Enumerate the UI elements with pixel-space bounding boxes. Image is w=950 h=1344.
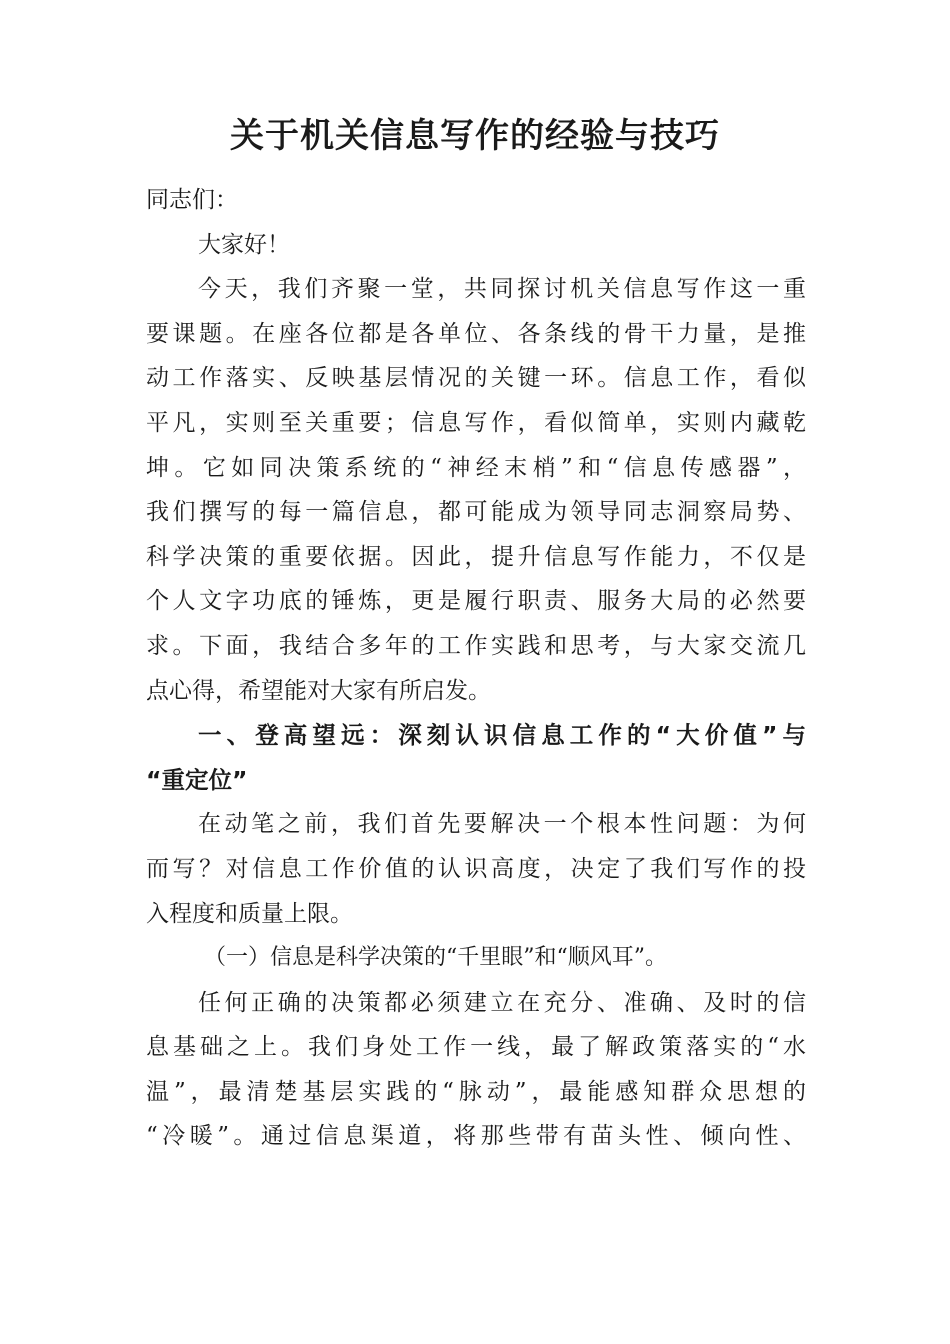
- paragraph-line: 平凡，实则至关重要；信息写作，看似简单，实则内藏乾: [146, 409, 806, 436]
- document-title: 关于机关信息写作的经验与技巧: [230, 116, 720, 156]
- section-heading-line: 一、登高望远：深刻认识信息工作的“大价值”与: [198, 721, 806, 750]
- greeting: 大家好！: [198, 231, 290, 258]
- subsection-heading: （一）信息是科学决策的“千里眼”和“顺风耳”。: [204, 945, 667, 971]
- paragraph-line: 要课题。在座各位都是各单位、各条线的骨干力量，是推: [146, 320, 806, 347]
- section-heading-line: “重定位”: [146, 765, 248, 794]
- document-body: [146, 178, 806, 1159]
- paragraph-line: 我们撰写的每一篇信息，都可能成为领导同志洞察局势、: [146, 499, 806, 526]
- paragraph-line: 温”，最清楚基层实践的“脉动”，最能感知群众思想的: [146, 1078, 806, 1105]
- paragraph-line: “冷暖”。通过信息渠道，将那些带有苗头性、倾向性、: [146, 1123, 806, 1150]
- salutation: 同志们：: [146, 187, 238, 213]
- paragraph-line: 点心得，希望能对大家有所启发。: [146, 677, 491, 704]
- paragraph-line: 息基础之上。我们身处工作一线，最了解政策落实的“水: [146, 1034, 806, 1061]
- paragraph-line: 在动笔之前，我们首先要解决一个根本性问题：为何: [198, 811, 806, 838]
- paragraph-line: 科学决策的重要依据。因此，提升信息写作能力，不仅是: [146, 543, 806, 570]
- paragraph-line: 今天，我们齐聚一堂，共同探讨机关信息写作这一重: [198, 276, 806, 303]
- paragraph-line: 求。下面，我结合多年的工作实践和思考，与大家交流几: [146, 632, 806, 659]
- paragraph-line: 任何正确的决策都必须建立在充分、准确、及时的信: [198, 989, 806, 1016]
- paragraph-line: 而写？对信息工作价值的认识高度，决定了我们写作的投: [146, 855, 806, 882]
- paragraph-line: 坤。它如同决策系统的“神经末梢”和“信息传感器”，: [146, 454, 806, 481]
- paragraph-line: 个人文字功底的锤炼，更是履行职责、服务大局的必然要: [146, 588, 806, 615]
- paragraph-line: 入程度和质量上限。: [146, 900, 353, 927]
- paragraph-line: 动工作落实、反映基层情况的关键一环。信息工作，看似: [146, 365, 806, 392]
